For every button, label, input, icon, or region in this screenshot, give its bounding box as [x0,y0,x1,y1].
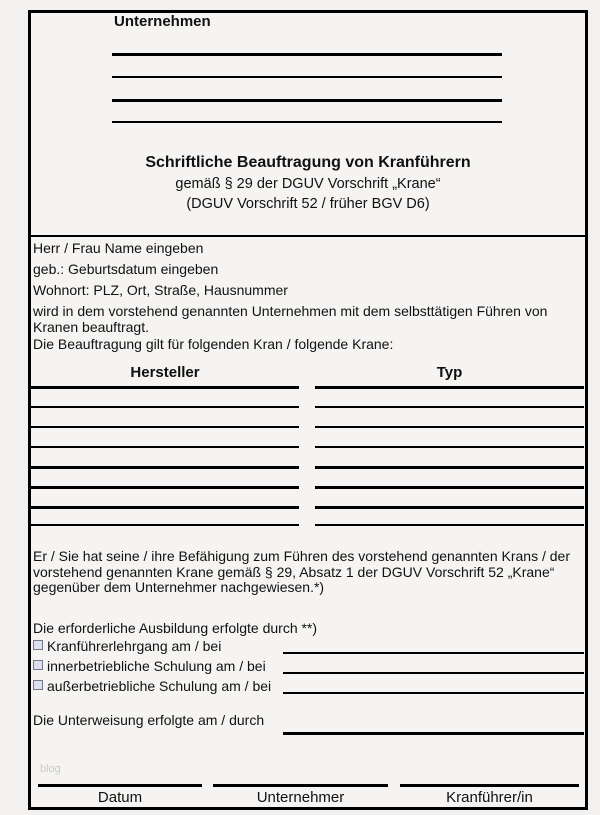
document-subtitle-1: gemäß § 29 der DGUV Vorschrift „Krane“ [175,176,441,192]
fill-line-kranfuehrerlehrgang [283,652,584,654]
crane-list-intro: Die Beauftragung gilt für folgenden Kran / folgende Krane: [33,336,394,352]
signature-line-unternehmer [213,784,388,787]
person-name-line: Herr / Frau Name eingeben [33,240,204,256]
crane-row-line [31,506,299,509]
crane-row-line [315,426,584,428]
section-divider [31,235,585,237]
signature-line-datum [38,784,202,787]
qualification-text-line-2: vorstehend genannten Krane gemäß § 29, Absatz 1 der DGUV Vorschrift 52 „Krane“ [33,563,555,580]
crane-row-line [31,426,299,428]
signature-label-kranfuehrer: Kranführer/in [446,789,533,806]
table-header-hersteller: Hersteller [130,364,200,381]
qualification-text-line-3: gegenüber dem Unternehmer nachgewiesen.*) [33,579,325,595]
assignment-text: wird in dem vorstehend genannten Unternehmen mit dem selbsttätigen Führen von Kranen beauftragt. [33,303,548,335]
training-intro: Die erforderliche Ausbildung erfolgte durch **) [33,620,318,636]
crane-row-line [315,466,584,469]
fill-line-ausserbetriebliche-schulung [283,692,584,694]
checkbox-label-innerbetriebliche-schulung: innerbetriebliche Schulung am / bei [47,658,266,674]
table-header-typ: Typ [436,364,463,381]
instruction-label: Die Unterweisung erfolgte am / durch [33,712,265,728]
checkbox-kranfuehrerlehrgang[interactable] [33,640,43,650]
signature-label-unternehmer: Unternehmer [256,789,345,806]
qualification-text-line-1: Er / Sie hat seine / ihre Befähigung zum Führen des vorstehend genannten Krans / der [33,548,570,564]
document-subtitle-2: (DGUV Vorschrift 52 / früher BGV D6) [186,196,430,212]
company-fill-line-2 [112,76,502,78]
checkbox-label-ausserbetriebliche-schulung: außerbetriebliche Schulung am / bei [47,678,272,694]
signature-label-datum: Datum [97,789,143,806]
signature-line-kranfuehrer [400,784,579,787]
table-header-underline-left [31,386,299,389]
crane-row-line [315,446,584,448]
checkbox-ausserbetriebliche-schulung[interactable] [33,680,43,690]
person-address-line: Wohnort: PLZ, Ort, Straße, Hausnummer [33,282,288,298]
company-fill-line-4 [112,121,502,123]
crane-row-line [315,506,584,509]
table-header-underline-right [315,386,584,389]
fill-line-innerbetriebliche-schulung [283,672,584,674]
crane-row-line [31,524,299,526]
watermark: blog [40,763,61,775]
crane-row-line [315,406,584,408]
crane-row-line [31,446,299,448]
crane-row-line [31,466,299,469]
checkbox-label-kranfuehrerlehrgang: Kranführerlehrgang am / bei [47,638,222,654]
company-fill-line-1 [112,53,502,56]
crane-row-line [315,524,584,526]
checkbox-innerbetriebliche-schulung[interactable] [33,660,43,670]
person-birthdate-line: geb.: Geburtsdatum eingeben [33,261,219,277]
company-label: Unternehmen [114,13,211,30]
company-fill-line-3 [112,99,502,102]
crane-row-line [315,486,584,489]
crane-row-line [31,406,299,408]
crane-row-line [31,486,299,489]
document-title: Schriftliche Beauftragung von Kranführern [145,154,471,171]
fill-line-unterweisung [283,732,584,735]
